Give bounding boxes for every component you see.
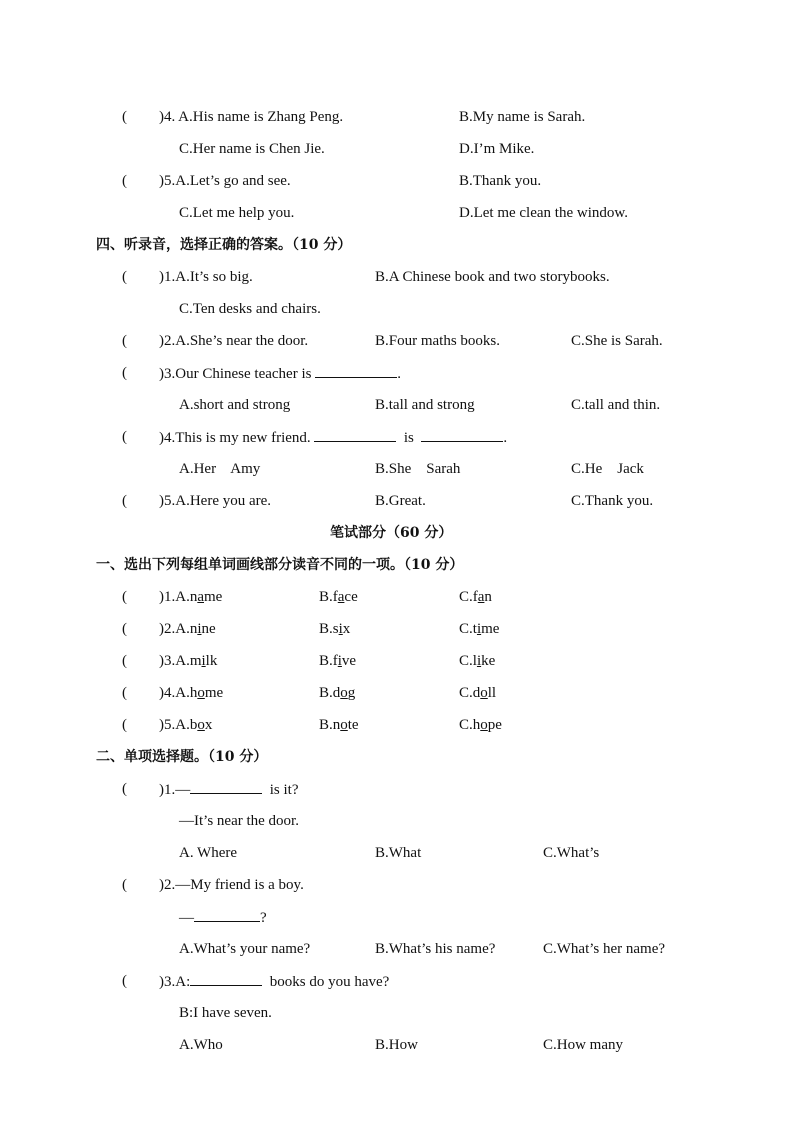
underlined-letters: a bbox=[337, 589, 345, 605]
word-option-a bbox=[159, 619, 216, 639]
word-part: C.h bbox=[459, 717, 481, 733]
word-part: n bbox=[484, 589, 492, 605]
option-b: B.Great. bbox=[375, 493, 426, 509]
word-part: x bbox=[204, 717, 213, 733]
option-c: C.Her name is Chen Jie. bbox=[179, 141, 325, 157]
section-heading: 二、单项选择题。（10 分） bbox=[96, 749, 268, 765]
option-c: C.Ten desks and chairs. bbox=[179, 301, 321, 317]
word-option-c bbox=[459, 651, 495, 671]
word-option-b bbox=[319, 683, 355, 703]
written-part-title: 笔试部分（60 分） bbox=[330, 525, 453, 541]
word-option-c bbox=[459, 715, 502, 735]
word-part: me bbox=[204, 589, 223, 605]
answer-paren[interactable]: ( bbox=[122, 717, 127, 733]
stem-end: . bbox=[397, 366, 401, 382]
word-part: ce bbox=[344, 589, 358, 605]
option-c: C.What’s bbox=[543, 845, 600, 861]
word-option-b bbox=[319, 651, 356, 671]
word-option-c bbox=[459, 683, 496, 703]
answer-paren[interactable]: ( bbox=[122, 333, 127, 349]
option-b: B.How bbox=[375, 1037, 418, 1053]
blank[interactable] bbox=[190, 971, 262, 986]
option-c: C.She is Sarah. bbox=[571, 333, 663, 349]
answer-paren[interactable]: ( bbox=[122, 589, 127, 605]
word-part: C.l bbox=[459, 653, 477, 669]
word-part: ve bbox=[341, 653, 357, 669]
underlined-letters: o bbox=[480, 717, 488, 733]
stem-text: )3.A: bbox=[159, 974, 191, 990]
answer-paren[interactable]: ( bbox=[122, 653, 127, 669]
option-d: D.Let me clean the window. bbox=[459, 205, 628, 221]
word-part: B.d bbox=[319, 685, 341, 701]
blank[interactable] bbox=[190, 779, 262, 794]
option-a: A.Her Amy bbox=[179, 461, 261, 477]
answer-paren[interactable]: ( bbox=[122, 493, 127, 509]
option-b: B.What’s his name? bbox=[375, 941, 496, 957]
option-b: B.tall and strong bbox=[375, 397, 475, 413]
option-c: C.What’s her name? bbox=[543, 941, 666, 957]
word-option-b bbox=[319, 587, 358, 607]
option-a: )2.A.She’s near the door. bbox=[159, 333, 309, 349]
underlined-letters: i bbox=[337, 653, 342, 669]
word-part: te bbox=[347, 717, 359, 733]
question-stem bbox=[159, 427, 507, 448]
option-a: A. Where bbox=[179, 845, 238, 861]
word-part: ne bbox=[201, 621, 216, 637]
question-stem bbox=[159, 779, 299, 800]
word-part: ke bbox=[481, 653, 496, 669]
word-part: )4.A.h bbox=[159, 685, 198, 701]
answer-paren[interactable]: ( bbox=[122, 781, 127, 797]
stem-after: books do you have? bbox=[266, 974, 390, 990]
word-part: g bbox=[347, 685, 356, 701]
underlined-letters: o bbox=[480, 685, 488, 701]
answer-paren[interactable]: ( bbox=[122, 429, 127, 445]
blank[interactable] bbox=[194, 907, 260, 922]
question-4-option-a: )4. A.His name is Zhang Peng. bbox=[159, 109, 344, 125]
stem-after: is it? bbox=[266, 782, 299, 798]
word-part: lk bbox=[205, 653, 218, 669]
answer-paren[interactable]: ( bbox=[122, 877, 127, 893]
word-part: )1.A.n bbox=[159, 589, 198, 605]
blank[interactable] bbox=[421, 427, 503, 442]
word-part: B.f bbox=[319, 589, 338, 605]
word-option-a bbox=[159, 683, 223, 703]
underlined-letters: i bbox=[338, 621, 343, 637]
stem-mid: is bbox=[403, 430, 414, 446]
option-a: )1.A.It’s so big. bbox=[159, 269, 253, 285]
word-part: me bbox=[204, 685, 224, 701]
option-c: C.How many bbox=[543, 1037, 623, 1053]
underlined-letters: o bbox=[340, 685, 348, 701]
answer-paren[interactable]: ( bbox=[122, 973, 127, 989]
word-part: C.f bbox=[459, 589, 478, 605]
answer-paren[interactable]: ( bbox=[122, 269, 127, 285]
underlined-letters: o bbox=[197, 717, 205, 733]
underlined-letters: i bbox=[201, 653, 206, 669]
reply: —It’s near the door. bbox=[179, 813, 299, 829]
option-a: A.short and strong bbox=[179, 397, 291, 413]
answer-paren[interactable]: ( bbox=[122, 365, 127, 381]
word-part: B.n bbox=[319, 717, 341, 733]
stem-text: )4.This is my new friend. bbox=[159, 430, 311, 446]
option-b: B.My name is Sarah. bbox=[459, 109, 586, 125]
underlined-letters: o bbox=[197, 685, 205, 701]
stem-end: . bbox=[503, 430, 508, 446]
word-option-a bbox=[159, 587, 222, 607]
answer-paren[interactable]: ( bbox=[122, 685, 127, 701]
option-b: B.She Sarah bbox=[375, 461, 461, 477]
answer-paren[interactable]: ( bbox=[122, 109, 127, 125]
question-stem: )2.—My friend is a boy. bbox=[159, 877, 304, 893]
stem-text: )1.— bbox=[159, 782, 191, 798]
answer-paren[interactable]: ( bbox=[122, 621, 127, 637]
word-part: )3.A.m bbox=[159, 653, 202, 669]
word-part: me bbox=[481, 621, 500, 637]
option-b: B.A Chinese book and two storybooks. bbox=[375, 269, 610, 285]
stem-text: )3.Our Chinese teacher is bbox=[159, 366, 312, 382]
word-option-b bbox=[319, 715, 359, 735]
underlined-letters: o bbox=[340, 717, 348, 733]
option-b: B.What bbox=[375, 845, 422, 861]
underlined-letters: i bbox=[476, 653, 482, 669]
reply-end: ? bbox=[260, 910, 267, 926]
word-part: pe bbox=[487, 717, 502, 733]
section-heading: 一、选出下列每组单词画线部分读音不同的一项。（10 分） bbox=[96, 557, 464, 573]
reply: B:I have seven. bbox=[179, 1005, 272, 1021]
word-part: B.s bbox=[319, 621, 339, 637]
question-stem bbox=[159, 363, 401, 384]
option-c: C.He Jack bbox=[571, 461, 644, 477]
underlined-letters: i bbox=[476, 621, 482, 637]
word-option-c bbox=[459, 619, 499, 639]
section-heading: 四、听录音，选择正确的答案。（10 分） bbox=[96, 237, 352, 253]
option-b: B.Thank you. bbox=[459, 173, 542, 189]
underlined-letters: i bbox=[197, 621, 202, 637]
reply-dash: — bbox=[179, 910, 194, 926]
word-option-a bbox=[159, 651, 217, 671]
option-c: C.Let me help you. bbox=[179, 205, 295, 221]
blank[interactable] bbox=[315, 363, 397, 378]
word-option-b bbox=[319, 619, 350, 639]
word-option-c bbox=[459, 587, 492, 607]
underlined-letters: a bbox=[197, 589, 204, 605]
question-stem bbox=[159, 971, 389, 992]
option-a: A.Who bbox=[179, 1037, 223, 1053]
word-part: ll bbox=[487, 685, 497, 701]
option-d: D.I’m Mike. bbox=[459, 141, 535, 157]
word-part: B.f bbox=[319, 653, 338, 669]
underlined-letters: a bbox=[477, 589, 485, 605]
word-part: )5.A.b bbox=[159, 717, 198, 733]
blank[interactable] bbox=[314, 427, 396, 442]
option-c: C.tall and thin. bbox=[571, 397, 661, 413]
word-part: )2.A.n bbox=[159, 621, 198, 637]
option-c: C.Thank you. bbox=[571, 493, 654, 509]
option-b: B.Four maths books. bbox=[375, 333, 501, 349]
reply bbox=[179, 907, 267, 928]
answer-paren[interactable]: ( bbox=[122, 173, 127, 189]
word-part: C.d bbox=[459, 685, 481, 701]
word-option-a bbox=[159, 715, 212, 735]
option-a: )5.A.Here you are. bbox=[159, 493, 272, 509]
question-5-option-a: )5.A.Let’s go and see. bbox=[159, 173, 291, 189]
word-part: x bbox=[342, 621, 351, 637]
option-a: A.What’s your name? bbox=[179, 941, 311, 957]
word-part: C.t bbox=[459, 621, 477, 637]
